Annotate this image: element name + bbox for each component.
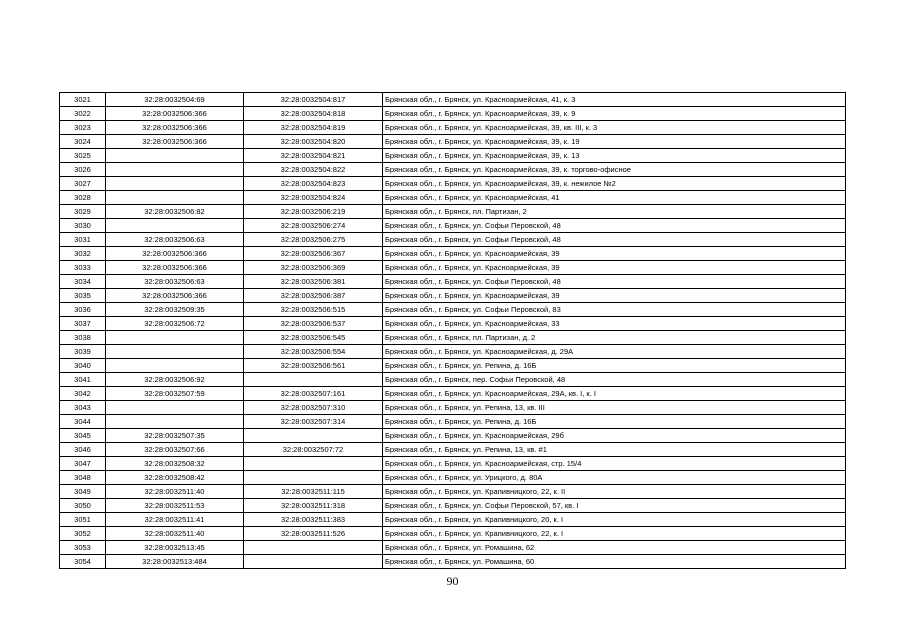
table-row	[60, 121, 846, 135]
table-row	[60, 345, 846, 359]
table-row	[60, 93, 846, 107]
building-cadastral-number-cell: 32:28:0032506:367	[244, 247, 383, 261]
table-row	[60, 317, 846, 331]
address-cell: Брянская обл., г. Брянск, ул. Софьи Перовской, 83	[383, 303, 846, 317]
building-cadastral-number-cell: 32:28:0032506:387	[244, 289, 383, 303]
row-number-cell: 3038	[60, 331, 106, 345]
table-row	[60, 471, 846, 485]
address-cell: Брянская обл., г. Брянск, ул. Софьи Перовской, 48	[383, 219, 846, 233]
land-cadastral-number-cell	[106, 219, 244, 233]
table-row	[60, 261, 846, 275]
row-number-cell: 3054	[60, 555, 106, 569]
address-cell: Брянская обл., г. Брянск, ул. Красноармейская, 39, кв. III, к. 3	[383, 121, 846, 135]
land-cadastral-number-cell: 32:28:0032506:366	[106, 289, 244, 303]
address-cell: Брянская обл., г. Брянск, ул. Софьи Перовской, 48	[383, 233, 846, 247]
row-number-cell: 3028	[60, 191, 106, 205]
land-cadastral-number-cell: 32:28:0032506:366	[106, 247, 244, 261]
row-number-cell: 3035	[60, 289, 106, 303]
table-row	[60, 331, 846, 345]
building-cadastral-number-cell: 32:28:0032507:314	[244, 415, 383, 429]
table-row	[60, 401, 846, 415]
address-cell: Брянская обл., г. Брянск, ул. Красноармейская, 39, к. 13	[383, 149, 846, 163]
land-cadastral-number-cell	[106, 345, 244, 359]
building-cadastral-number-cell: 32:28:0032506:369	[244, 261, 383, 275]
building-cadastral-number-cell: 32:28:0032506:275	[244, 233, 383, 247]
table-row	[60, 191, 846, 205]
building-cadastral-number-cell: 32:28:0032511:318	[244, 499, 383, 513]
table-row	[60, 107, 846, 121]
land-cadastral-number-cell: 32:28:0032506:366	[106, 135, 244, 149]
building-cadastral-number-cell	[244, 457, 383, 471]
building-cadastral-number-cell: 32:28:0032504:822	[244, 163, 383, 177]
building-cadastral-number-cell: 32:28:0032506:537	[244, 317, 383, 331]
address-cell: Брянская обл., г. Брянск, ул. Красноармейская, 41	[383, 191, 846, 205]
building-cadastral-number-cell	[244, 555, 383, 569]
table-row	[60, 499, 846, 513]
cadastral-table	[59, 92, 846, 569]
building-cadastral-number-cell: 32:28:0032506:274	[244, 219, 383, 233]
row-number-cell: 3043	[60, 401, 106, 415]
row-number-cell: 3027	[60, 177, 106, 191]
building-cadastral-number-cell: 32:28:0032511:383	[244, 513, 383, 527]
row-number-cell: 3025	[60, 149, 106, 163]
address-cell: Брянская обл., г. Брянск, ул. Крапивницкого, 22, к. I	[383, 527, 846, 541]
row-number-cell: 3037	[60, 317, 106, 331]
table-body	[60, 93, 846, 569]
land-cadastral-number-cell	[106, 149, 244, 163]
address-cell: Брянская обл., г. Брянск, ул. Репина, 13, кв. III	[383, 401, 846, 415]
table-row	[60, 303, 846, 317]
address-cell: Брянская обл., г. Брянск, ул. Красноармейская, 39, к. нежилое №2	[383, 177, 846, 191]
building-cadastral-number-cell: 32:28:0032504:821	[244, 149, 383, 163]
table-row	[60, 443, 846, 457]
table-row	[60, 415, 846, 429]
land-cadastral-number-cell: 32:28:0032506:92	[106, 373, 244, 387]
table-row	[60, 219, 846, 233]
land-cadastral-number-cell	[106, 331, 244, 345]
building-cadastral-number-cell: 32:28:0032504:824	[244, 191, 383, 205]
address-cell: Брянская обл., г. Брянск, ул. Софьи Перовской, 57, кв. I	[383, 499, 846, 513]
table-row	[60, 541, 846, 555]
row-number-cell: 3039	[60, 345, 106, 359]
address-cell: Брянская обл., г. Брянск, ул. Красноармейская, 39, к. 19	[383, 135, 846, 149]
row-number-cell: 3029	[60, 205, 106, 219]
address-cell: Брянская обл., г. Брянск, ул. Крапивницкого, 22, к. II	[383, 485, 846, 499]
table-row	[60, 373, 846, 387]
land-cadastral-number-cell	[106, 415, 244, 429]
address-cell: Брянская обл., г. Брянск, ул. Репина, д. 16Б	[383, 359, 846, 373]
table-row	[60, 233, 846, 247]
land-cadastral-number-cell	[106, 401, 244, 415]
land-cadastral-number-cell: 32:28:0032508:32	[106, 457, 244, 471]
table-row	[60, 527, 846, 541]
building-cadastral-number-cell: 32:28:0032506:381	[244, 275, 383, 289]
address-cell: Брянская обл., г. Брянск, ул. Крапивницкого, 20, к. I	[383, 513, 846, 527]
land-cadastral-number-cell: 32:28:0032509:35	[106, 303, 244, 317]
row-number-cell: 3041	[60, 373, 106, 387]
land-cadastral-number-cell: 32:28:0032506:366	[106, 121, 244, 135]
building-cadastral-number-cell	[244, 429, 383, 443]
building-cadastral-number-cell: 32:28:0032504:820	[244, 135, 383, 149]
building-cadastral-number-cell: 32:28:0032504:823	[244, 177, 383, 191]
address-cell: Брянская обл., г. Брянск, ул. Красноармейская, стр. 15/4	[383, 457, 846, 471]
building-cadastral-number-cell: 32:28:0032507:310	[244, 401, 383, 415]
row-number-cell: 3049	[60, 485, 106, 499]
address-cell: Брянская обл., г. Брянск, ул. Репина, 13, кв. #1	[383, 443, 846, 457]
building-cadastral-number-cell	[244, 373, 383, 387]
row-number-cell: 3046	[60, 443, 106, 457]
address-cell: Брянская обл., г. Брянск, пл. Партизан, д. 2	[383, 331, 846, 345]
table-row	[60, 135, 846, 149]
address-cell: Брянская обл., г. Брянск, ул. Ромашина, 62	[383, 541, 846, 555]
address-cell: Брянская обл., г. Брянск, ул. Красноармейская, 39	[383, 289, 846, 303]
address-cell: Брянская обл., г. Брянск, ул. Красноармейская, 41, к. 3	[383, 93, 846, 107]
land-cadastral-number-cell	[106, 359, 244, 373]
building-cadastral-number-cell: 32:28:0032507:72	[244, 443, 383, 457]
table-row	[60, 177, 846, 191]
table-row	[60, 289, 846, 303]
building-cadastral-number-cell: 32:28:0032506:219	[244, 205, 383, 219]
land-cadastral-number-cell: 32:28:0032506:82	[106, 205, 244, 219]
row-number-cell: 3052	[60, 527, 106, 541]
land-cadastral-number-cell: 32:28:0032506:63	[106, 275, 244, 289]
address-cell: Брянская обл., г. Брянск, ул. Красноармейская, 39, к. 9	[383, 107, 846, 121]
table-row	[60, 513, 846, 527]
row-number-cell: 3040	[60, 359, 106, 373]
row-number-cell: 3021	[60, 93, 106, 107]
row-number-cell: 3045	[60, 429, 106, 443]
table-row	[60, 247, 846, 261]
building-cadastral-number-cell: 32:28:0032506:554	[244, 345, 383, 359]
row-number-cell: 3022	[60, 107, 106, 121]
building-cadastral-number-cell: 32:28:0032504:819	[244, 121, 383, 135]
row-number-cell: 3024	[60, 135, 106, 149]
row-number-cell: 3034	[60, 275, 106, 289]
table-row	[60, 205, 846, 219]
row-number-cell: 3050	[60, 499, 106, 513]
address-cell: Брянская обл., г. Брянск, ул. Красноармейская, 39	[383, 247, 846, 261]
row-number-cell: 3048	[60, 471, 106, 485]
table-row	[60, 149, 846, 163]
address-cell: Брянская обл., г. Брянск, ул. Урицкого, д. 80А	[383, 471, 846, 485]
land-cadastral-number-cell: 32:28:0032507:66	[106, 443, 244, 457]
land-cadastral-number-cell	[106, 177, 244, 191]
row-number-cell: 3047	[60, 457, 106, 471]
address-cell: Брянская обл., г. Брянск, пер. Софьи Перовской, 48	[383, 373, 846, 387]
land-cadastral-number-cell: 32:28:0032511:40	[106, 485, 244, 499]
row-number-cell: 3036	[60, 303, 106, 317]
address-cell: Брянская обл., г. Брянск, ул. Красноармейская, д. 29А	[383, 345, 846, 359]
page-number: 90	[446, 574, 459, 588]
building-cadastral-number-cell: 32:28:0032507:161	[244, 387, 383, 401]
address-cell: Брянская обл., г. Брянск, ул. Красноармейская, 33	[383, 317, 846, 331]
land-cadastral-number-cell	[106, 163, 244, 177]
table-row	[60, 555, 846, 569]
land-cadastral-number-cell: 32:28:0032511:53	[106, 499, 244, 513]
address-cell: Брянская обл., г. Брянск, ул. Красноармейская, 39	[383, 261, 846, 275]
address-cell: Брянская обл., г. Брянск, ул. Красноармейская, 29А, кв. I, к. I	[383, 387, 846, 401]
land-cadastral-number-cell: 32:28:0032513:45	[106, 541, 244, 555]
building-cadastral-number-cell: 32:28:0032506:561	[244, 359, 383, 373]
address-cell: Брянская обл., г. Брянск, ул. Красноармейская, 29б	[383, 429, 846, 443]
building-cadastral-number-cell: 32:28:0032504:818	[244, 107, 383, 121]
table-row	[60, 485, 846, 499]
row-number-cell: 3033	[60, 261, 106, 275]
land-cadastral-number-cell: 32:28:0032507:59	[106, 387, 244, 401]
table-row	[60, 429, 846, 443]
building-cadastral-number-cell: 32:28:0032511:115	[244, 485, 383, 499]
land-cadastral-number-cell: 32:28:0032511:41	[106, 513, 244, 527]
land-cadastral-number-cell: 32:28:0032511:40	[106, 527, 244, 541]
land-cadastral-number-cell	[106, 191, 244, 205]
land-cadastral-number-cell: 32:28:0032506:63	[106, 233, 244, 247]
row-number-cell: 3051	[60, 513, 106, 527]
row-number-cell: 3031	[60, 233, 106, 247]
land-cadastral-number-cell: 32:28:0032507:35	[106, 429, 244, 443]
table-row	[60, 359, 846, 373]
building-cadastral-number-cell	[244, 541, 383, 555]
table-row	[60, 275, 846, 289]
land-cadastral-number-cell: 32:28:0032513:484	[106, 555, 244, 569]
row-number-cell: 3044	[60, 415, 106, 429]
table-row	[60, 163, 846, 177]
row-number-cell: 3053	[60, 541, 106, 555]
row-number-cell: 3030	[60, 219, 106, 233]
row-number-cell: 3026	[60, 163, 106, 177]
address-cell: Брянская обл., г. Брянск, ул. Ромашина, 60	[383, 555, 846, 569]
land-cadastral-number-cell: 32:28:0032506:366	[106, 261, 244, 275]
land-cadastral-number-cell: 32:28:0032506:366	[106, 107, 244, 121]
row-number-cell: 3032	[60, 247, 106, 261]
building-cadastral-number-cell	[244, 471, 383, 485]
building-cadastral-number-cell: 32:28:0032506:515	[244, 303, 383, 317]
row-number-cell: 3042	[60, 387, 106, 401]
address-cell: Брянская обл., г. Брянск, пл. Партизан, 2	[383, 205, 846, 219]
building-cadastral-number-cell: 32:28:0032511:526	[244, 527, 383, 541]
row-number-cell: 3023	[60, 121, 106, 135]
address-cell: Брянская обл., г. Брянск, ул. Красноармейская, 39, к. торгово-офисное	[383, 163, 846, 177]
land-cadastral-number-cell: 32:28:0032506:72	[106, 317, 244, 331]
building-cadastral-number-cell: 32:28:0032506:545	[244, 331, 383, 345]
address-cell: Брянская обл., г. Брянск, ул. Репина, д. 16Б	[383, 415, 846, 429]
land-cadastral-number-cell: 32:28:0032504:69	[106, 93, 244, 107]
address-cell: Брянская обл., г. Брянск, ул. Софьи Перовской, 48	[383, 275, 846, 289]
land-cadastral-number-cell: 32:28:0032508:42	[106, 471, 244, 485]
table-row	[60, 457, 846, 471]
building-cadastral-number-cell: 32:28:0032504:817	[244, 93, 383, 107]
table-row	[60, 387, 846, 401]
